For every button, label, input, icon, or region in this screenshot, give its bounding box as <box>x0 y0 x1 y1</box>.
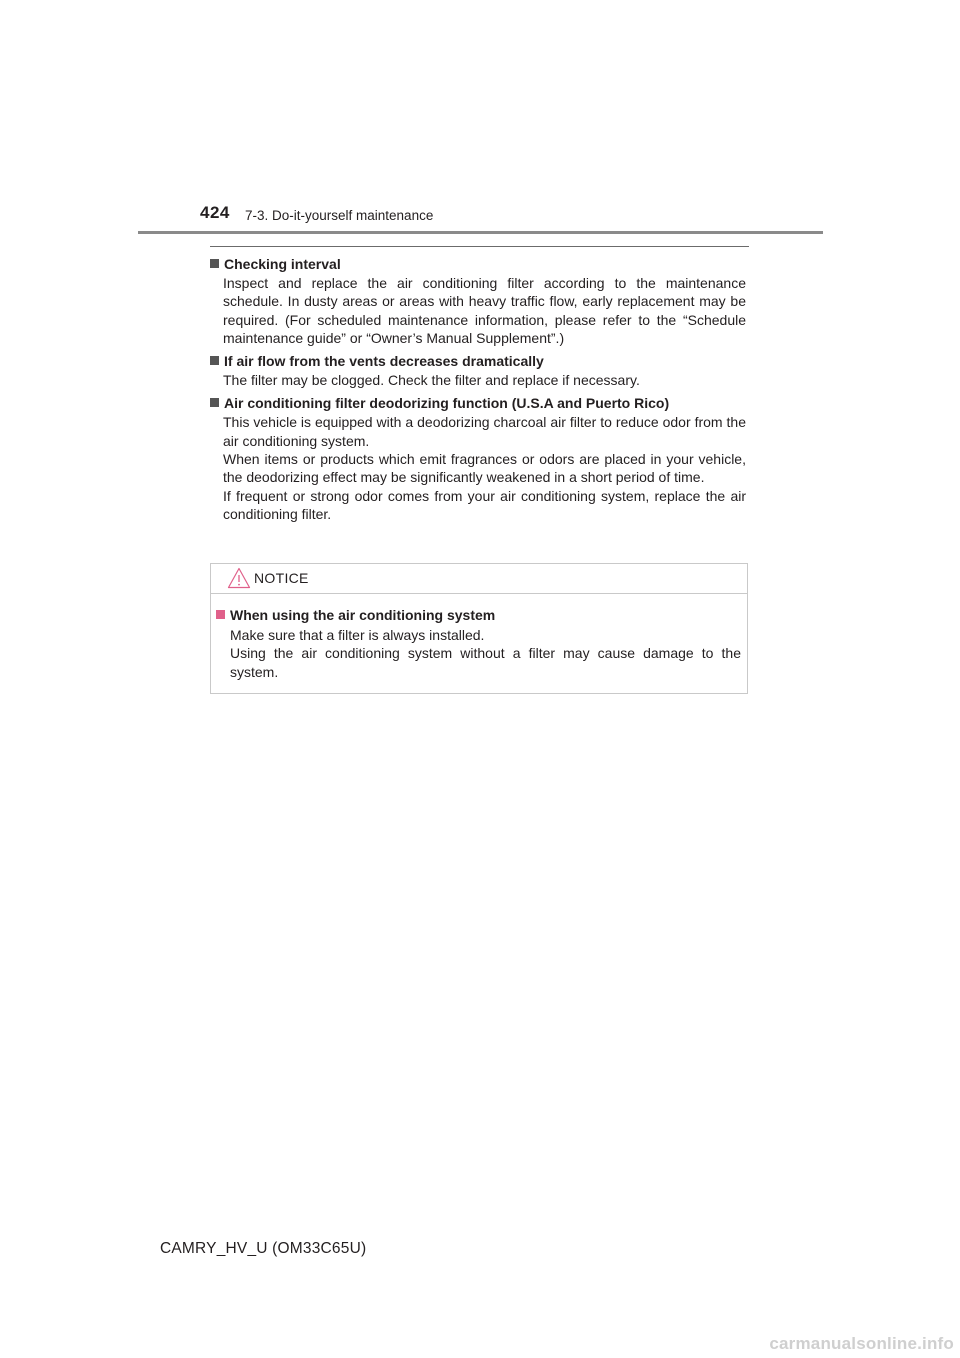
item-body <box>210 413 746 523</box>
footer-doc-id: CAMRY_HV_U (OM33C65U) <box>160 1240 367 1257</box>
header-divider <box>138 231 823 234</box>
item-body <box>210 371 746 389</box>
item-air-flow <box>210 352 746 389</box>
page-number: 424 <box>200 203 230 222</box>
warning-triangle-icon <box>227 567 251 589</box>
item-paragraph: Inspect and replace the air conditioning filter according to the maintenance schedule. In dusty areas or areas with heavy traffic flow, early replacement may be required. (For scheduled maintenance information, please refer to the “Schedule maintenance guide” or “Owner’s Manual Supplement”.) <box>223 275 746 346</box>
item-paragraph: When items or products which emit fragrances or odors are placed in your vehicle, the deodorizing effect may be significantly weakened in a short period of time. <box>223 451 746 486</box>
square-bullet-icon <box>210 259 219 268</box>
notice-heading-text: When using the air conditioning system <box>230 607 496 623</box>
notice-body <box>211 594 747 681</box>
watermark: carmanualsonline.info <box>769 1334 954 1353</box>
item-heading <box>210 394 746 412</box>
square-bullet-icon <box>216 610 225 619</box>
notice-label: NOTICE <box>254 570 309 586</box>
item-heading <box>210 352 746 370</box>
item-paragraph: If frequent or strong odor comes from your air conditioning system, replace the air conditioning filter. <box>223 487 746 522</box>
content-divider <box>210 246 749 247</box>
notice-paragraph: Using the air conditioning system without a filter may cause damage to the system. <box>230 645 741 680</box>
notice-box <box>210 563 748 694</box>
item-checking-interval <box>210 255 746 347</box>
notice-header <box>211 564 747 594</box>
page-header <box>0 0 960 240</box>
square-bullet-icon <box>210 398 219 407</box>
item-deodorizing-function <box>210 394 746 523</box>
notice-heading <box>216 606 741 624</box>
item-paragraph: The filter may be clogged. Check the filter and replace if necessary. <box>223 372 640 389</box>
item-paragraph: This vehicle is equipped with a deodorizing charcoal air filter to reduce odor from the air conditioning system. <box>223 414 746 449</box>
square-bullet-icon <box>210 356 219 365</box>
item-body <box>210 274 746 347</box>
item-heading-text: Air conditioning filter deodorizing function (U.S.A and Puerto Rico) <box>224 395 670 412</box>
notice-paragraph: Make sure that a filter is always installed. <box>230 627 485 643</box>
item-heading-text: If air flow from the vents decreases dramatically <box>224 353 544 370</box>
section-title: 7-3. Do-it-yourself maintenance <box>245 208 434 223</box>
main-content <box>210 255 746 528</box>
item-heading <box>210 255 746 273</box>
item-heading-text: Checking interval <box>224 256 341 272</box>
notice-text <box>216 626 741 681</box>
